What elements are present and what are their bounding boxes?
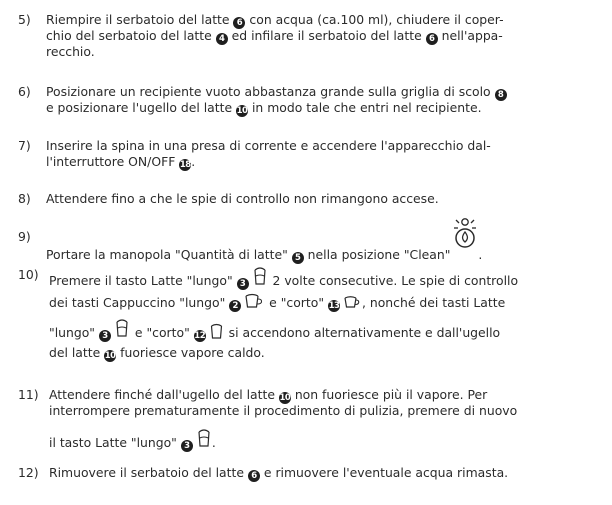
text-line: Riempire il serbatoio del latte 6 con acqua (ca.100 ml), chiudere il coper- xyxy=(46,12,504,28)
ref-badge: 10 xyxy=(236,106,248,116)
small-cup-icon xyxy=(344,295,360,309)
text-line: interrompere prematuramente il procedimento di pulizia, premere di nuovo xyxy=(49,403,518,418)
ref-badge: 8 xyxy=(495,89,507,101)
step-text xyxy=(46,229,578,263)
ref-badge: 18 xyxy=(179,160,191,170)
step-number: 10) xyxy=(18,267,39,282)
text-line: il tasto Latte "lungo" 3 . xyxy=(49,429,581,445)
ref-badge: 6 xyxy=(248,470,260,482)
ref-badge: 6 xyxy=(426,33,438,45)
ref-badge: 4 xyxy=(216,33,228,45)
text-line: Inserire la spina in una presa di corrente e accendere l'apparecchio dal- xyxy=(46,138,491,153)
text-line: e posizionare l'ugello del latte 10 in modo tale che entri nel recipiente. xyxy=(46,100,482,116)
text-line: l'interruttore ON/OFF 18. xyxy=(46,154,196,170)
tall-glass-icon xyxy=(253,265,267,285)
ref-badge: 12 xyxy=(194,331,206,341)
step-number: 6) xyxy=(18,84,31,99)
step-number: 5) xyxy=(18,12,31,27)
text-line: Attendere fino a che le spie di controllo non rimangono accese. xyxy=(46,191,439,206)
ref-badge: 2 xyxy=(229,300,241,312)
ref-badge: 10 xyxy=(279,393,291,403)
step-number: 12) xyxy=(18,465,39,480)
ref-badge: 3 xyxy=(181,440,193,452)
step-text xyxy=(49,465,581,481)
step-text xyxy=(46,12,578,60)
text-line: recchio. xyxy=(46,44,95,59)
clean-icon xyxy=(452,217,478,249)
text-line: Posizionare un recipiente vuoto abbastanza grande sulla griglia di scolo 8 xyxy=(46,84,578,100)
text-line: Portare la manopola "Quantità di latte" 5 nella posizione "Clean" . xyxy=(46,229,578,245)
step-text xyxy=(46,138,578,170)
short-glass-icon xyxy=(210,323,223,339)
ref-badge: 6 xyxy=(233,17,245,29)
step-number: 8) xyxy=(18,191,31,206)
text-line: "lungo" 3 e "corto" 12 si accendono alternativamente e dall'ugello xyxy=(49,319,581,345)
step-text xyxy=(49,267,581,361)
ref-badge: 5 xyxy=(292,252,304,264)
tall-glass-icon xyxy=(115,317,129,337)
step-text xyxy=(46,84,578,116)
large-cup-icon xyxy=(245,293,263,309)
ref-badge: 10 xyxy=(104,351,116,361)
step-text xyxy=(46,191,578,207)
text-line: Rimuovere il serbatoio del latte 6 e rimuovere l'eventuale acqua rimasta. xyxy=(49,465,509,481)
step-number: 9) xyxy=(18,229,31,244)
text-line: Attendere finché dall'ugello del latte 10 non fuoriesce più il vapore. Per xyxy=(49,387,488,403)
text-line: del latte 10 fuoriesce vapore caldo. xyxy=(49,345,265,361)
step-number: 11) xyxy=(18,387,39,402)
step-number: 7) xyxy=(18,138,31,153)
text-line: chio del serbatoio del latte 4 ed infilare il serbatoio del latte 6 nell'appa- xyxy=(46,28,503,44)
text-line: dei tasti Cappuccino "lungo" 2 e "corto" 13 , nonché dei tasti Latte xyxy=(49,295,506,311)
ref-badge: 13 xyxy=(328,301,340,311)
ref-badge: 3 xyxy=(237,278,249,290)
step-text xyxy=(49,387,581,451)
ref-badge: 3 xyxy=(99,330,111,342)
tall-glass-icon xyxy=(197,427,211,447)
text-line: Premere il tasto Latte "lungo" 3 2 volte consecutive. Le spie di controllo xyxy=(49,267,581,293)
